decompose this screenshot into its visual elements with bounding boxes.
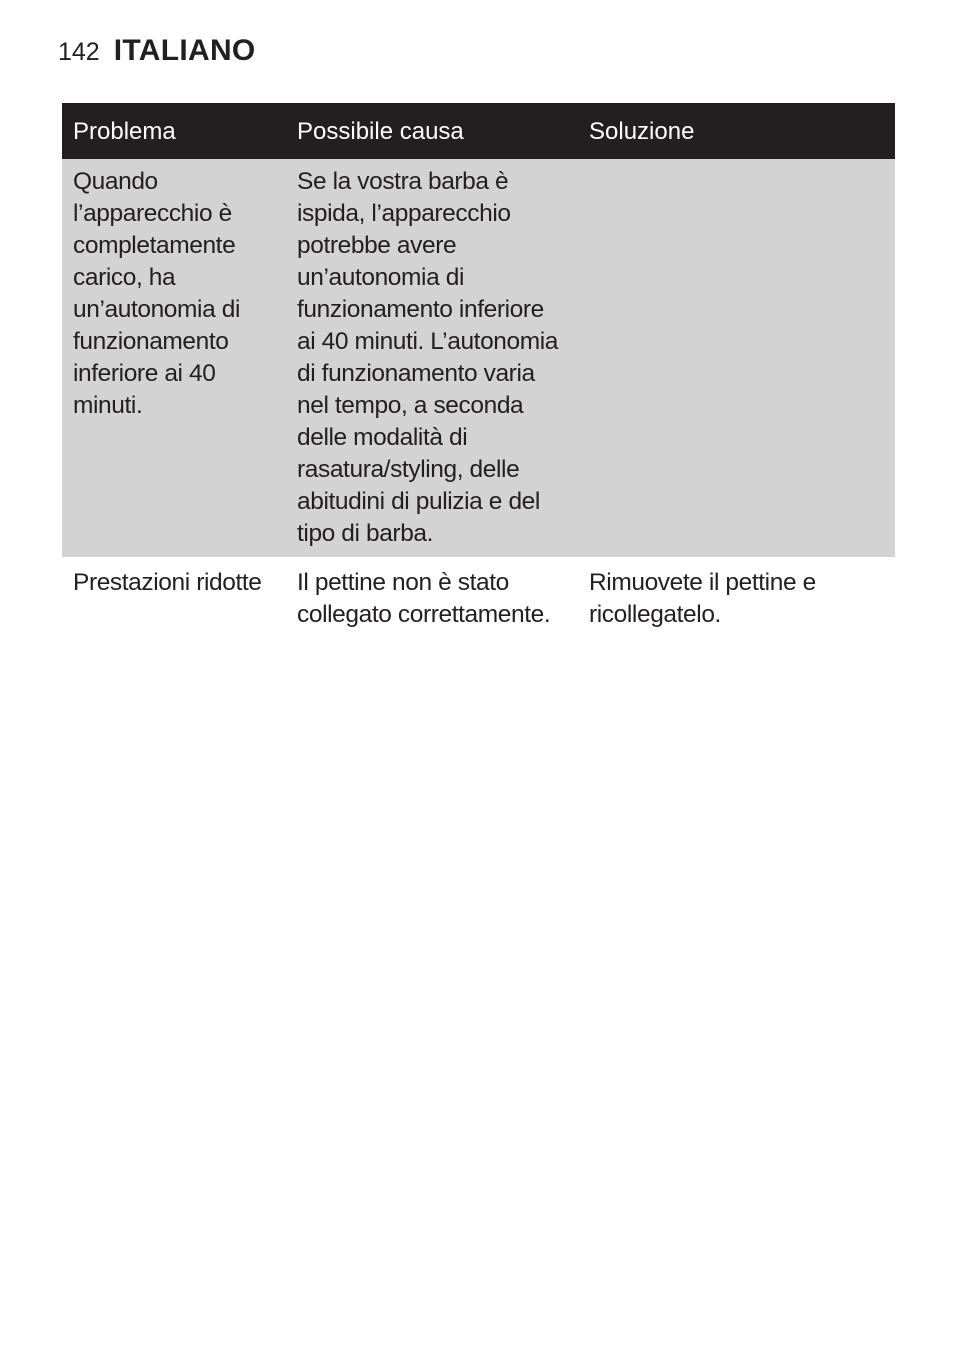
table-header-row xyxy=(62,103,895,159)
cell-cause: Il pettine non è stato collegato correttamente. xyxy=(286,557,578,639)
cell-problem: Quando l’apparecchio è completamente carico, ha un’autonomia di funzionamento inferiore ai 40 minuti. xyxy=(62,159,286,557)
table-row xyxy=(62,159,895,557)
cell-solution xyxy=(578,159,895,557)
cell-solution: Rimuovete il pettine e ricollegatelo. xyxy=(578,557,895,639)
troubleshooting-table xyxy=(62,103,895,639)
cell-problem: Prestazioni ridotte xyxy=(62,557,286,639)
column-header-cause: Possibile causa xyxy=(297,118,464,145)
section-title: ITALIANO xyxy=(113,34,256,67)
page-number: 142 xyxy=(58,38,100,66)
column-header-problem: Problema xyxy=(73,118,176,145)
page-header xyxy=(58,34,256,68)
cell-cause: Se la vostra barba è ispida, l’apparecchio potrebbe avere un’autonomia di funzionamento inferiore ai 40 minuti. L’autonomia di funzionamento varia nel tempo, a seconda delle modalità di rasatura/styling, delle abitudini di pulizia e del tipo di barba. xyxy=(286,159,578,557)
column-header-solution: Soluzione xyxy=(589,118,695,145)
table-row xyxy=(62,557,895,639)
